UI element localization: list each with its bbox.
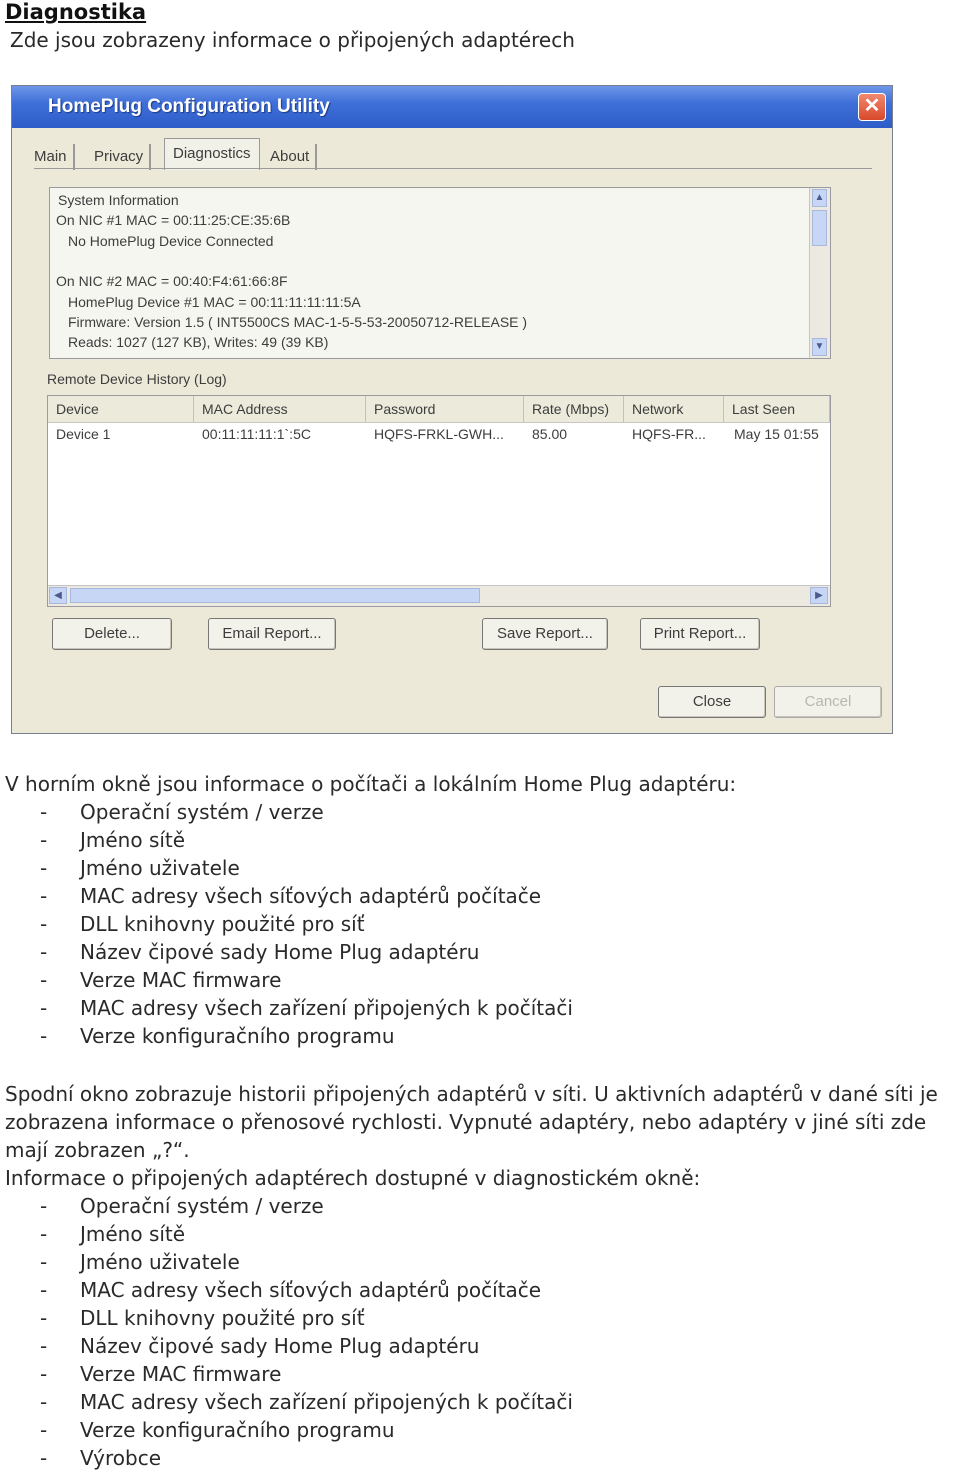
- system-info-line: Reads: 1027 (127 KB), Writes: 49 (39 KB): [68, 334, 329, 350]
- list-dash: -: [40, 940, 48, 964]
- email-report-button[interactable]: Email Report...: [208, 618, 336, 650]
- list-item-text: MAC adresy všech zařízení připojených k počítači: [80, 996, 573, 1020]
- list-item-text: Jméno uživatele: [80, 1250, 240, 1274]
- list-item-text: Verze MAC firmware: [80, 968, 282, 992]
- list-item-text: Operační systém / verze: [80, 800, 324, 824]
- doc-title: Diagnostika: [5, 0, 147, 24]
- list-dash: -: [40, 968, 48, 992]
- system-info-box[interactable]: [49, 187, 831, 359]
- system-info-line: On NIC #2 MAC = 00:40:F4:61:66:8F: [56, 273, 288, 289]
- scroll-up-icon[interactable]: ▲: [812, 189, 827, 207]
- close-icon[interactable]: ✕: [858, 93, 886, 121]
- tab-main[interactable]: Main: [34, 144, 75, 170]
- list-item-text: Verze MAC firmware: [80, 1362, 282, 1386]
- scroll-thumb[interactable]: [812, 210, 827, 246]
- list-item-text: MAC adresy všech zařízení připojených k počítači: [80, 1390, 573, 1414]
- list-item-text: Verze konfiguračního programu: [80, 1024, 395, 1048]
- config-utility-window: [11, 85, 893, 734]
- tab-about[interactable]: About: [270, 144, 317, 170]
- tab-privacy[interactable]: Privacy: [94, 144, 151, 170]
- list-dash: -: [40, 856, 48, 880]
- table-cell-device[interactable]: Device 1: [56, 426, 111, 442]
- list-item-text: MAC adresy všech síťových adaptérů počítače: [80, 1278, 542, 1302]
- table-cell-last-seen[interactable]: May 15 01:55: [734, 426, 819, 442]
- list-item-text: Jméno sítě: [80, 1222, 186, 1246]
- list-item-text: Operační systém / verze: [80, 1194, 324, 1218]
- print-report-button[interactable]: Print Report...: [640, 618, 760, 650]
- scroll-left-icon[interactable]: ◀: [49, 587, 67, 604]
- list-dash: -: [40, 828, 48, 852]
- close-button[interactable]: Close: [658, 686, 766, 718]
- list-dash: -: [40, 912, 48, 936]
- system-info-scrollbar[interactable]: [809, 188, 830, 358]
- list-item-text: Verze konfiguračního programu: [80, 1418, 395, 1442]
- list-item-text: Jméno uživatele: [80, 856, 240, 880]
- list-item-text: Název čipové sady Home Plug adaptéru: [80, 940, 480, 964]
- list-dash: -: [40, 1024, 48, 1048]
- system-info-line: HomePlug Device #1 MAC = 00:11:11:11:11:5A: [68, 294, 361, 310]
- log-label: Remote Device History (Log): [47, 371, 227, 387]
- list-item-text: MAC adresy všech síťových adaptérů počítače: [80, 884, 542, 908]
- device-history-table[interactable]: [47, 395, 831, 607]
- list-dash: -: [40, 1278, 48, 1302]
- lower-paragraph: Spodní okno zobrazuje historii připojených adaptérů v síti. U aktivních adaptérů v dané síti je zobrazena informace o přenosové rychlosti. Vypnuté adaptéry, nebo adaptéry v jiné síti zde mají zobrazen „?“.: [5, 1082, 938, 1162]
- table-cell-rate[interactable]: 85.00: [532, 426, 568, 442]
- system-info-line: No HomePlug Device Connected: [68, 233, 274, 249]
- list-dash: -: [40, 1306, 48, 1330]
- scroll-thumb[interactable]: [70, 588, 480, 603]
- list-item-text: DLL knihovny použité pro síť: [80, 912, 365, 936]
- table-cell-mac[interactable]: 00:11:11:11:1`:5C: [202, 426, 311, 442]
- list-dash: -: [40, 1446, 48, 1470]
- column-header-device[interactable]: Device: [48, 396, 194, 422]
- tab-diagnostics[interactable]: Diagnostics: [164, 138, 260, 170]
- scroll-down-icon[interactable]: ▼: [812, 338, 827, 356]
- list-dash: -: [40, 996, 48, 1020]
- table-cell-password[interactable]: HQFS-FRKL-GWH...: [374, 426, 504, 442]
- list-dash: -: [40, 884, 48, 908]
- column-header-mac[interactable]: MAC Address: [194, 396, 366, 422]
- column-header-last-seen[interactable]: Last Seen: [724, 396, 830, 422]
- system-info-line: On NIC #1 MAC = 00:11:25:CE:35:6B: [56, 212, 291, 228]
- table-cell-network[interactable]: HQFS-FR...: [632, 426, 706, 442]
- column-header-password[interactable]: Password: [366, 396, 524, 422]
- list-dash: -: [40, 1334, 48, 1358]
- lower-intro: Informace o připojených adaptérech dostupné v diagnostickém okně:: [5, 1166, 701, 1190]
- list-item-text: Jméno sítě: [80, 828, 186, 852]
- column-header-network[interactable]: Network: [624, 396, 724, 422]
- list-dash: -: [40, 1418, 48, 1442]
- system-info-line: Firmware: Version 1.5 ( INT5500CS MAC-1-5-5-53-20050712-RELEASE ): [68, 314, 528, 330]
- scroll-right-icon[interactable]: ▶: [810, 587, 828, 604]
- list-item-text: DLL knihovny použité pro síť: [80, 1306, 365, 1330]
- window-titlebar: [12, 86, 892, 128]
- list-item-text: Název čipové sady Home Plug adaptéru: [80, 1334, 480, 1358]
- list-item-text: Výrobce: [80, 1446, 161, 1470]
- doc-subtitle: Zde jsou zobrazeny informace o připojených adaptérech: [10, 28, 575, 52]
- list-dash: -: [40, 1390, 48, 1414]
- upper-intro: V horním okně jsou informace o počítači a lokálním Home Plug adaptéru:: [5, 772, 737, 796]
- list-dash: -: [40, 1222, 48, 1246]
- table-header: [48, 396, 830, 423]
- window-title: HomePlug Configuration Utility: [48, 96, 330, 117]
- column-header-rate[interactable]: Rate (Mbps): [524, 396, 624, 422]
- save-report-button[interactable]: Save Report...: [482, 618, 608, 650]
- system-info-label: System Information: [58, 192, 179, 208]
- list-dash: -: [40, 1362, 48, 1386]
- list-dash: -: [40, 800, 48, 824]
- list-dash: -: [40, 1250, 48, 1274]
- delete-button[interactable]: Delete...: [52, 618, 172, 650]
- cancel-button[interactable]: Cancel: [774, 686, 882, 718]
- table-horizontal-scrollbar[interactable]: [48, 585, 830, 606]
- list-dash: -: [40, 1194, 48, 1218]
